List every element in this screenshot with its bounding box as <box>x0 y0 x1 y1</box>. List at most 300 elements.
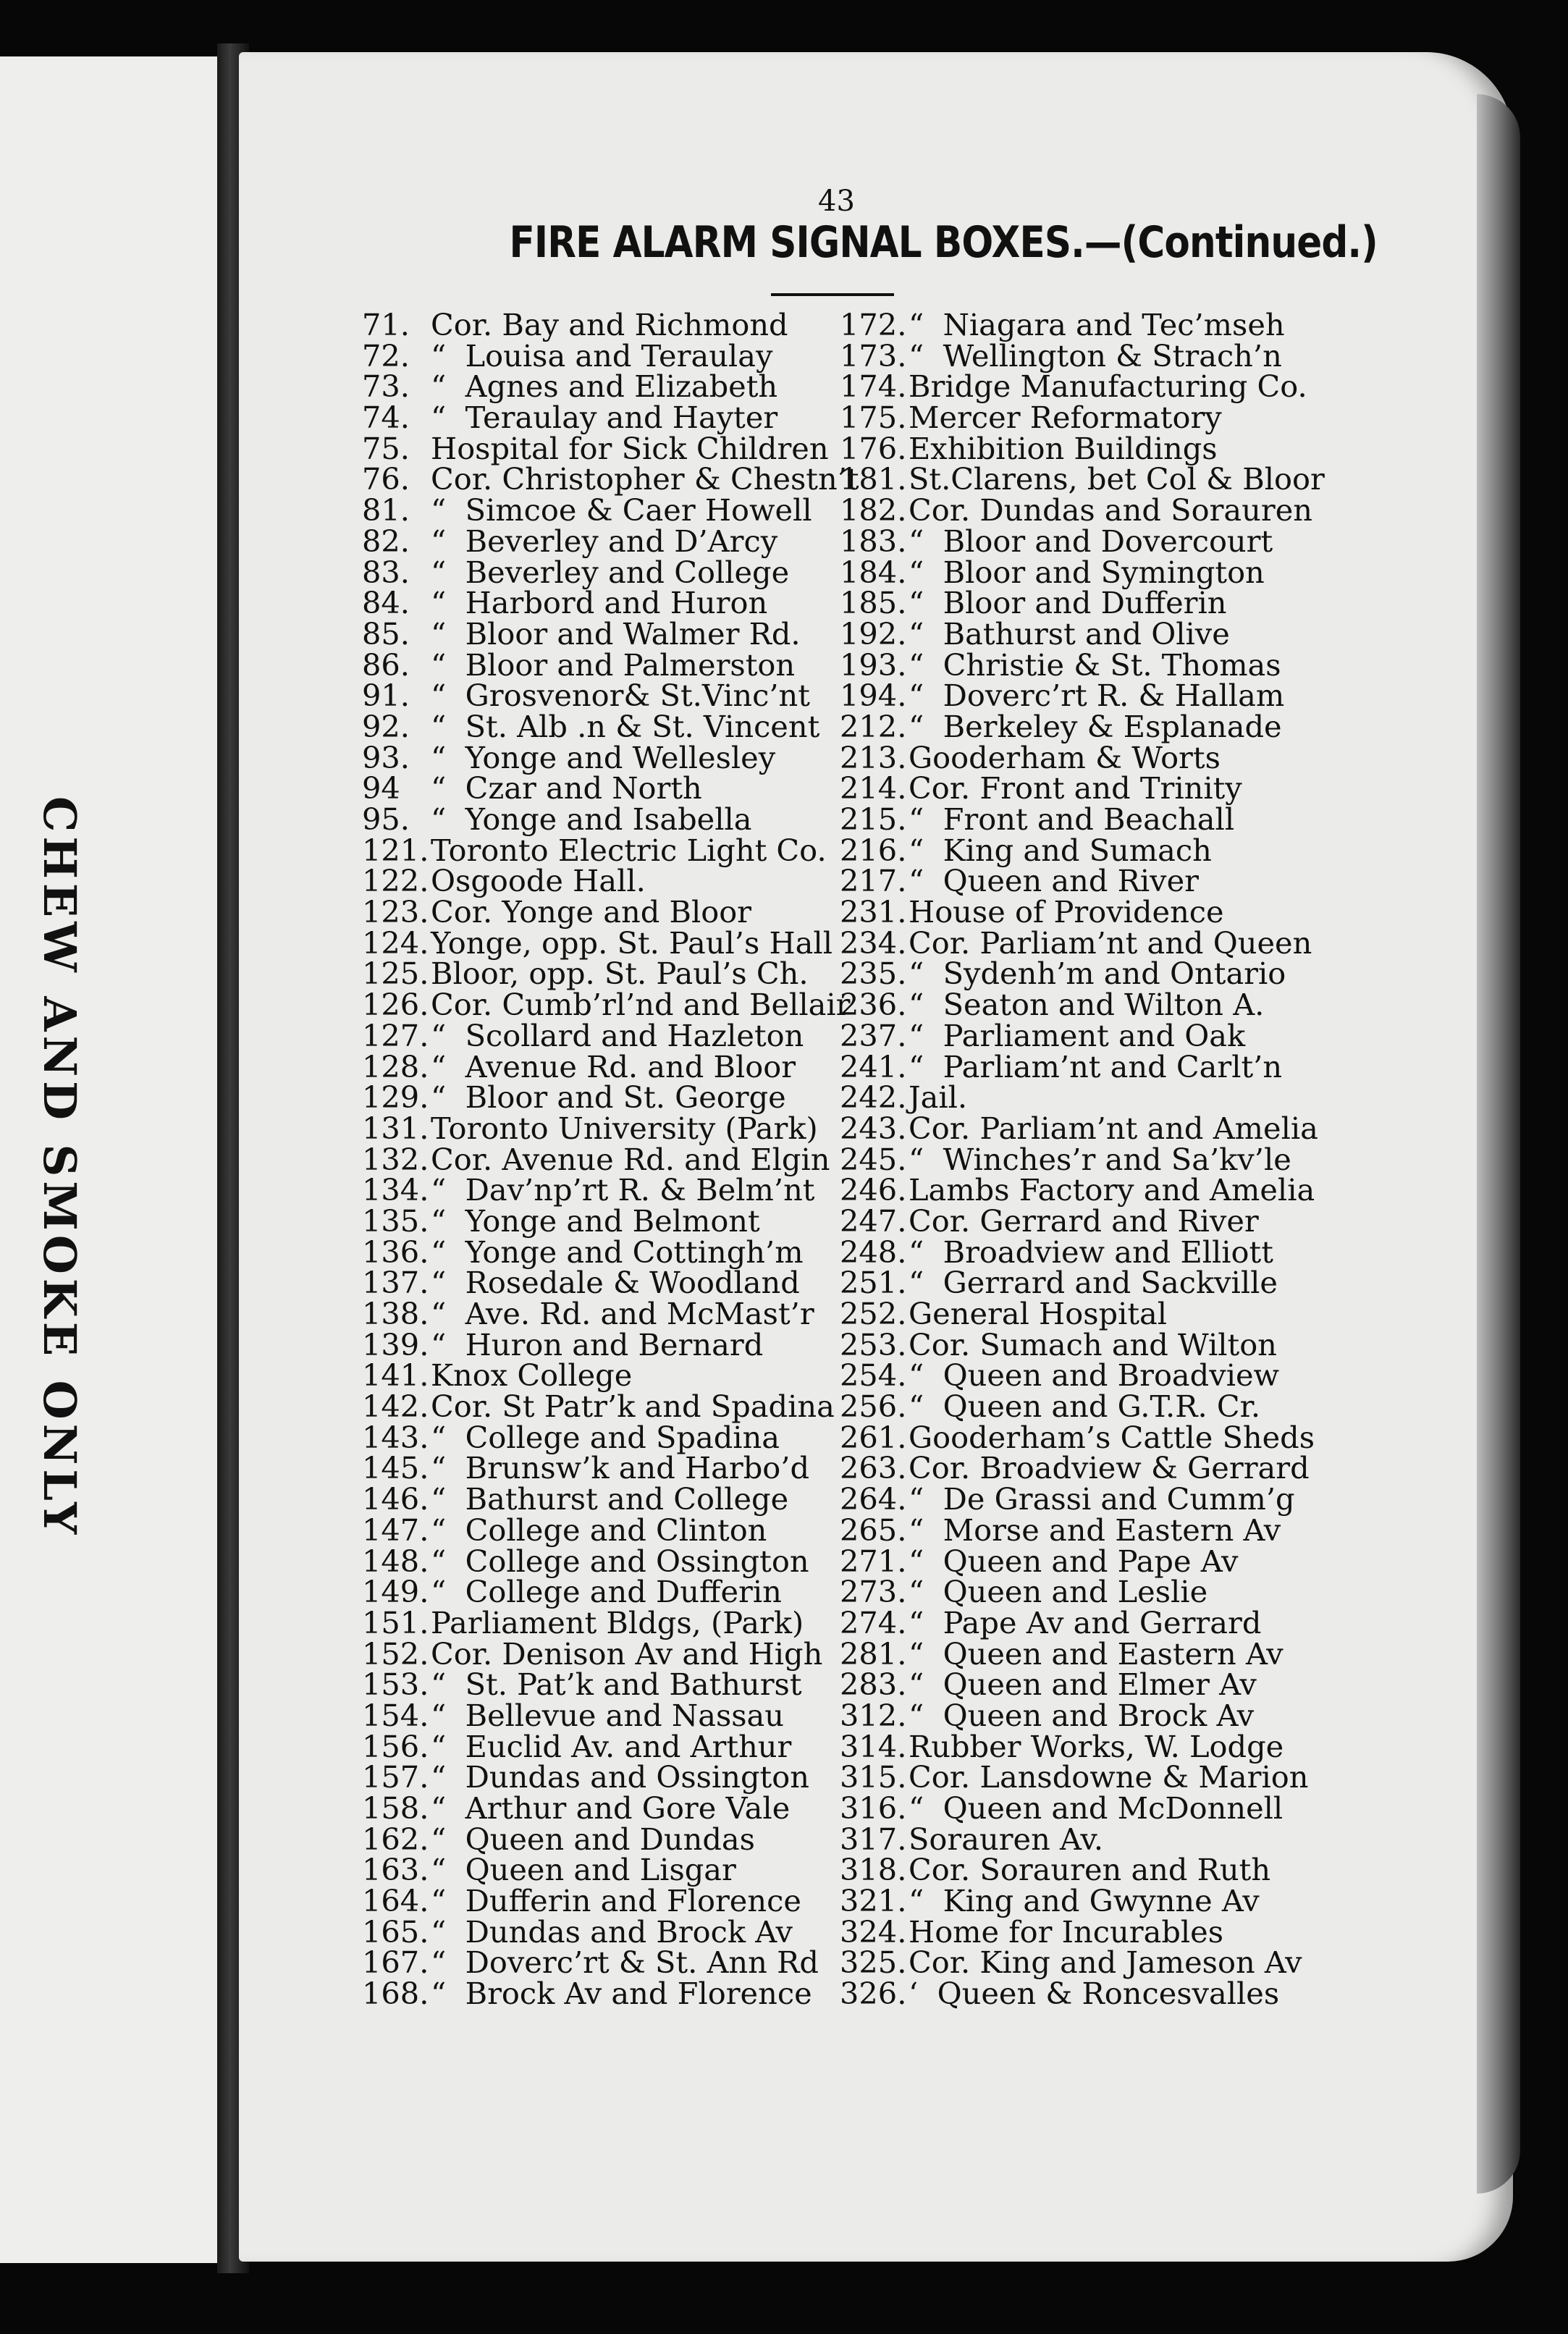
signal-box-entry <box>362 770 843 806</box>
signal-box-entry <box>362 1110 843 1146</box>
signal-box-entry <box>840 1883 1318 1919</box>
signal-box-entry <box>840 1604 1318 1640</box>
box-number: 154. <box>362 1697 429 1733</box>
box-location: “ Arthur and Gore Vale <box>431 1790 791 1826</box>
box-location: “ Beverley and College <box>431 554 790 590</box>
box-number: 125. <box>362 956 429 992</box>
box-number: 149. <box>362 1574 429 1610</box>
box-number: 194. <box>840 678 907 714</box>
box-number: 145. <box>362 1450 429 1486</box>
page-edge <box>1477 94 1520 2194</box>
box-location: “ Queen and Leslie <box>909 1574 1208 1610</box>
box-location: “ Brunsw’k and Harbo’d <box>431 1450 810 1486</box>
box-number: 251. <box>840 1265 907 1301</box>
signal-box-entry <box>362 307 843 342</box>
box-location: “ Yonge and Belmont <box>431 1202 760 1239</box>
box-location: General Hospital <box>909 1296 1168 1331</box>
box-location: “ Yonge and Isabella <box>431 801 752 837</box>
box-location: “ Doverc’rt & St. Ann Rd <box>431 1945 819 1981</box>
signal-box-entry <box>840 1574 1318 1610</box>
box-location: “ Dundas and Ossington <box>431 1759 809 1795</box>
signal-box-entry <box>840 987 1318 1023</box>
box-location: Cor. Bay and Richmond <box>431 307 788 342</box>
box-location: “ King and Sumach <box>909 832 1212 868</box>
box-number: 173. <box>840 337 907 374</box>
signal-box-entry <box>840 1481 1318 1517</box>
signal-box-entry <box>840 1790 1318 1826</box>
box-location: “ Broadview and Elliott <box>909 1234 1273 1270</box>
box-number: 174. <box>840 368 907 405</box>
box-location: “ Queen and McDonnell <box>909 1790 1284 1826</box>
box-number: 231. <box>840 894 907 930</box>
signal-box-entry <box>362 1790 843 1826</box>
box-number: 143. <box>362 1419 429 1455</box>
signal-box-entry <box>840 307 1318 342</box>
signal-box-entry <box>362 987 851 1023</box>
box-number: 131. <box>362 1110 429 1146</box>
signal-box-entry <box>362 1852 843 1888</box>
signal-box-entry <box>840 1326 1318 1362</box>
signal-box-entry <box>362 1728 843 1764</box>
box-number: 248. <box>840 1234 907 1270</box>
box-number: 164. <box>362 1883 429 1919</box>
box-number: 126. <box>362 987 429 1023</box>
signal-box-entry <box>840 1234 1318 1270</box>
signal-box-entry <box>362 337 843 374</box>
signal-box-entry <box>362 708 843 744</box>
box-location: Cor. Parliam’nt and Amelia <box>909 1110 1318 1146</box>
box-location: “ Avenue Rd. and Bloor <box>431 1048 796 1084</box>
box-number: 147. <box>362 1512 429 1548</box>
box-location: Bridge Manufacturing Co. <box>909 368 1307 405</box>
box-location: “ Queen and Pape Av <box>909 1543 1239 1579</box>
box-number: 151. <box>362 1604 429 1640</box>
box-location: Mercer Reformatory <box>909 400 1222 436</box>
box-number: 321. <box>840 1883 907 1919</box>
signal-box-entry <box>362 492 843 528</box>
box-number: 141. <box>362 1357 429 1394</box>
signal-box-entry <box>840 1512 1318 1548</box>
box-location: ‘ Queen & Roncesvalles <box>909 1976 1280 2012</box>
box-number: 263. <box>840 1450 907 1486</box>
signal-box-entry <box>362 1172 843 1208</box>
box-number: 71. <box>362 307 410 342</box>
page-number: 43 <box>818 185 855 218</box>
box-number: 184. <box>840 554 907 590</box>
box-number: 316. <box>840 1790 907 1826</box>
box-location: “ Euclid Av. and Arthur <box>431 1728 792 1764</box>
box-location: “ Queen and G.T.R. Cr. <box>909 1389 1261 1425</box>
box-number: 273. <box>840 1574 907 1610</box>
box-number: 167. <box>362 1945 429 1981</box>
box-number: 128. <box>362 1048 429 1084</box>
signal-box-entry <box>840 646 1318 683</box>
box-location: “ Christie & St. Thomas <box>909 646 1281 683</box>
signal-box-entry <box>840 400 1318 436</box>
box-location: “ Dav’np’rt R. & Belm’nt <box>431 1172 815 1208</box>
signal-box-entry <box>840 924 1318 961</box>
box-number: 175. <box>840 400 907 436</box>
box-number: 317. <box>840 1821 907 1857</box>
signal-box-entry <box>362 739 843 775</box>
signal-box-entry <box>840 1913 1318 1950</box>
box-number: 93. <box>362 739 410 775</box>
box-location: “ Brock Av and Florence <box>431 1976 812 2012</box>
signal-box-entry <box>840 708 1318 744</box>
box-number: 129. <box>362 1079 429 1116</box>
signal-box-entry <box>362 1574 843 1610</box>
signal-box-entry <box>362 863 843 899</box>
box-location: “ Pape Av and Gerrard <box>909 1604 1262 1640</box>
box-location: “ Morse and Eastern Av <box>909 1512 1281 1548</box>
box-location: Knox College <box>431 1357 633 1394</box>
box-location: “ College and Ossington <box>431 1543 809 1579</box>
signal-box-entry <box>362 956 843 992</box>
box-location: Cor. Gerrard and River <box>909 1202 1259 1239</box>
signal-box-entry <box>840 337 1318 374</box>
right-column-list <box>840 307 1325 2012</box>
signal-box-entry <box>840 678 1318 714</box>
signal-box-entry <box>362 1141 843 1177</box>
box-number: 324. <box>840 1913 907 1950</box>
box-number: 256. <box>840 1389 907 1425</box>
signal-box-entry <box>362 1976 843 2012</box>
box-number: 94 <box>362 770 400 806</box>
signal-box-entry <box>840 430 1318 466</box>
signal-box-entry <box>362 1202 843 1239</box>
signal-box-entry <box>362 1821 843 1857</box>
box-number: 281. <box>840 1635 907 1672</box>
box-number: 216. <box>840 832 907 868</box>
box-location: “ Bloor and Palmerston <box>431 646 796 683</box>
box-location: Osgoode Hall. <box>431 863 646 899</box>
box-number: 247. <box>840 1202 907 1239</box>
signal-box-entry <box>840 1391 1318 1423</box>
box-location: “ College and Spadina <box>431 1419 780 1455</box>
signal-box-entry <box>362 1048 843 1084</box>
box-number: 148. <box>362 1543 429 1579</box>
signal-box-entry <box>840 770 1318 806</box>
signal-box-entry <box>840 585 1318 621</box>
signal-box-entry <box>840 368 1318 405</box>
signal-box-entry <box>840 1450 1318 1486</box>
box-location: Cor. St Patr’k and Spadina <box>431 1389 835 1425</box>
box-location: “ Queen and Broadview <box>909 1357 1280 1394</box>
signal-box-entry <box>362 615 843 652</box>
box-location: “ Queen and Lisgar <box>431 1852 736 1888</box>
signal-box-entry <box>840 1110 1318 1146</box>
box-number: 236. <box>840 987 907 1023</box>
box-location: “ Beverley and D’Arcy <box>431 523 778 559</box>
signal-box-entry <box>362 1697 843 1733</box>
box-number: 212. <box>840 708 907 744</box>
box-location: Gooderham’s Cattle Sheds <box>909 1419 1315 1455</box>
box-number: 156. <box>362 1728 429 1764</box>
box-number: 138. <box>362 1296 429 1331</box>
box-number: 235. <box>840 956 907 992</box>
box-location: “ Harbord and Huron <box>431 585 768 621</box>
box-location: “ Louisa and Teraulay <box>431 337 773 374</box>
box-location: Lambs Factory and Amelia <box>909 1172 1315 1208</box>
box-number: 181. <box>840 461 907 497</box>
box-number: 124. <box>362 924 429 961</box>
box-number: 121. <box>362 832 429 868</box>
signal-box-entry <box>362 368 843 405</box>
box-number: 132. <box>362 1141 429 1177</box>
signal-box-entry <box>840 1697 1318 1733</box>
box-number: 146. <box>362 1481 429 1517</box>
signal-box-entry <box>362 461 859 497</box>
signal-box-entry <box>362 1759 843 1795</box>
box-number: 314. <box>840 1728 907 1764</box>
signal-box-entry <box>840 739 1318 775</box>
box-location: Parliament Bldgs, (Park) <box>431 1604 804 1640</box>
box-location: “ Bathurst and Olive <box>909 615 1230 652</box>
box-location: “ Berkeley & Esplanade <box>909 708 1282 744</box>
box-number: 84. <box>362 585 410 621</box>
box-number: 137. <box>362 1265 429 1301</box>
box-number: 139. <box>362 1326 429 1362</box>
box-location: “ Queen and Elmer Av <box>909 1667 1257 1703</box>
box-number: 254. <box>840 1357 907 1394</box>
box-location: “ Scollard and Hazleton <box>431 1017 804 1053</box>
box-location: St.Clarens, bet Col & Bloor <box>909 461 1325 497</box>
box-number: 253. <box>840 1326 907 1362</box>
box-number: 134. <box>362 1172 429 1208</box>
box-location: Rubber Works, W. Lodge <box>909 1728 1284 1764</box>
box-number: 83. <box>362 554 410 590</box>
box-number: 283. <box>840 1667 907 1703</box>
box-number: 158. <box>362 1790 429 1826</box>
signal-box-entry <box>840 1728 1318 1764</box>
box-location: Bloor, opp. St. Paul’s Ch. <box>431 956 809 992</box>
signal-box-entry <box>840 1947 1318 1979</box>
box-location: “ Teraulay and Hayter <box>431 400 778 436</box>
box-location: “ Huron and Bernard <box>431 1326 764 1362</box>
box-number: 246. <box>840 1172 907 1208</box>
box-location: Sorauren Av. <box>909 1821 1104 1857</box>
signal-box-entry <box>362 1604 843 1640</box>
signal-box-entry <box>362 1419 843 1455</box>
box-number: 193. <box>840 646 907 683</box>
signal-box-entry <box>362 1481 843 1517</box>
box-location: “ Simcoe & Caer Howell <box>431 492 812 528</box>
signal-box-entry <box>362 1635 843 1672</box>
box-location: “ Rosedale & Woodland <box>431 1265 800 1301</box>
box-number: 162. <box>362 1821 429 1857</box>
box-number: 91. <box>362 678 410 714</box>
box-location: “ Yonge and Cottingh’m <box>431 1234 804 1270</box>
box-location: “ Czar and North <box>431 770 702 806</box>
signal-box-entry <box>362 894 843 930</box>
box-location: “ Doverc’rt R. & Hallam <box>909 678 1285 714</box>
box-location: “ Front and Beachall <box>909 801 1235 837</box>
box-number: 241. <box>840 1048 907 1084</box>
signal-box-entry <box>840 1821 1318 1857</box>
box-number: 136. <box>362 1234 429 1270</box>
box-number: 74. <box>362 400 410 436</box>
box-location: “ Dufferin and Florence <box>431 1883 801 1919</box>
box-number: 264. <box>840 1481 907 1517</box>
signal-box-entry <box>362 646 843 683</box>
signal-box-entry <box>362 832 843 868</box>
box-number: 81. <box>362 492 410 528</box>
box-location: “ St. Alb .n & St. Vincent <box>431 708 820 744</box>
signal-box-entry <box>840 1852 1318 1888</box>
box-location: “ Queen and Dundas <box>431 1821 755 1857</box>
box-number: 217. <box>840 863 907 899</box>
box-number: 234. <box>840 924 907 961</box>
signal-box-entry <box>840 832 1318 868</box>
box-number: 176. <box>840 430 907 466</box>
box-location: “ Queen and Eastern Av <box>909 1635 1284 1672</box>
box-number: 215. <box>840 801 907 837</box>
signal-box-entry <box>840 554 1318 590</box>
box-number: 237. <box>840 1017 907 1053</box>
box-location: Cor. King and Jameson Av <box>909 1945 1302 1981</box>
box-number: 318. <box>840 1852 907 1888</box>
box-location: Gooderham & Worts <box>909 739 1221 775</box>
box-location: Cor. Parliam’nt and Queen <box>909 924 1312 961</box>
box-location: Cor. Christopher & Chestn’t <box>431 461 859 497</box>
box-number: 157. <box>362 1759 429 1795</box>
box-location: “ College and Dufferin <box>431 1574 782 1610</box>
box-location: Cor. Sumach and Wilton <box>909 1326 1277 1362</box>
signal-box-entry <box>840 1976 1318 2012</box>
signal-box-entry <box>840 1296 1318 1331</box>
box-location: Cor. Lansdowne & Marion <box>909 1759 1309 1795</box>
box-location: “ Seaton and Wilton A. <box>909 987 1265 1023</box>
box-number: 261. <box>840 1419 907 1455</box>
box-number: 182. <box>840 492 907 528</box>
box-location: “ Sydenh’m and Ontario <box>909 956 1286 992</box>
signal-box-entry <box>362 1357 843 1394</box>
signal-box-entry <box>840 1048 1318 1084</box>
vertical-advert-text: CHEW AND SMOKE ONLY <box>33 796 86 1539</box>
box-number: 214. <box>840 770 907 806</box>
box-number: 75. <box>362 430 410 466</box>
box-number: 163. <box>362 1852 429 1888</box>
box-location: “ Bathurst and College <box>431 1481 789 1517</box>
box-location: “ Bloor and Dufferin <box>909 585 1227 621</box>
box-number: 153. <box>362 1667 429 1703</box>
signal-box-entry <box>362 1234 843 1270</box>
signal-box-entry <box>840 1202 1318 1239</box>
box-location: “ Grosvenor& St.Vinc’nt <box>431 678 810 714</box>
box-location: “ Queen and River <box>909 863 1199 899</box>
box-number: 168. <box>362 1976 429 2012</box>
box-location: “ Bloor and Symington <box>909 554 1265 590</box>
box-location: “ Winches’r and Sa’kv’le <box>909 1141 1291 1177</box>
page-title: FIRE ALARM SIGNAL BOXES.—(Continued.) <box>509 217 1378 268</box>
signal-box-entry <box>840 863 1318 899</box>
box-location: “ Queen and Brock Av <box>909 1697 1255 1733</box>
signal-box-entry <box>840 894 1318 930</box>
signal-box-entry <box>362 1079 843 1116</box>
signal-box-entry <box>840 1265 1318 1301</box>
box-number: 252. <box>840 1296 907 1331</box>
box-number: 271. <box>840 1543 907 1579</box>
box-location: Cor. Avenue Rd. and Elgin <box>431 1141 830 1177</box>
box-number: 172. <box>840 307 907 342</box>
signal-box-entry <box>840 615 1318 652</box>
signal-box-entry <box>840 1357 1318 1394</box>
box-number: 265. <box>840 1512 907 1548</box>
box-location: Cor. Dundas and Sorauren <box>909 492 1313 528</box>
box-location: “ Gerrard and Sackville <box>909 1265 1278 1301</box>
signal-box-entry <box>362 1296 843 1331</box>
box-number: 86. <box>362 646 410 683</box>
signal-box-entry <box>840 1141 1318 1177</box>
box-location: Exhibition Buildings <box>909 430 1218 466</box>
box-location: “ Bellevue and Nassau <box>431 1697 785 1733</box>
box-number: 274. <box>840 1604 907 1640</box>
signal-box-entry <box>840 1172 1318 1208</box>
signal-box-entry <box>840 1543 1318 1579</box>
signal-box-entry <box>840 1017 1318 1053</box>
box-location: Yonge, opp. St. Paul’s Hall <box>431 924 833 961</box>
box-location: “ Yonge and Wellesley <box>431 739 776 775</box>
box-number: 192. <box>840 615 907 652</box>
signal-box-entry <box>362 1669 843 1701</box>
box-number: 152. <box>362 1635 429 1672</box>
signal-box-entry <box>840 461 1325 497</box>
box-number: 245. <box>840 1141 907 1177</box>
box-location: “ Agnes and Elizabeth <box>431 368 778 405</box>
box-location: “ Bloor and St. George <box>431 1079 786 1116</box>
box-location: “ Parliam’nt and Carlt’n <box>909 1048 1283 1084</box>
box-location: Home for Incurables <box>909 1913 1224 1950</box>
signal-box-entry <box>362 523 843 559</box>
signal-box-entry <box>362 1450 843 1486</box>
box-number: 142. <box>362 1389 429 1425</box>
box-number: 213. <box>840 739 907 775</box>
box-location: “ De Grassi and Cumm’g <box>909 1481 1295 1517</box>
box-location: Jail. <box>909 1079 968 1116</box>
signal-box-entry <box>362 1947 843 1979</box>
left-column-list <box>362 307 859 2012</box>
signal-box-entry <box>840 1759 1318 1795</box>
box-location: Cor. Cumb’rl’nd and Bellair <box>431 987 851 1023</box>
box-number: 92. <box>362 708 410 744</box>
box-location: “ Bloor and Dovercourt <box>909 523 1273 559</box>
signal-box-entry <box>362 430 843 466</box>
box-location: Hospital for Sick Children <box>431 430 829 466</box>
box-number: 312. <box>840 1697 907 1733</box>
box-location: “ Wellington & Strach’n <box>909 337 1282 374</box>
signal-box-entry <box>362 1391 843 1423</box>
signal-box-entry <box>362 400 843 436</box>
box-number: 135. <box>362 1202 429 1239</box>
box-location: “ Bloor and Walmer Rd. <box>431 615 801 652</box>
box-location: “ Ave. Rd. and McMast’r <box>431 1296 814 1331</box>
box-number: 242. <box>840 1079 907 1116</box>
box-number: 326. <box>840 1976 907 2012</box>
box-number: 315. <box>840 1759 907 1795</box>
signal-box-entry <box>840 956 1318 992</box>
signal-box-entry <box>840 1669 1318 1701</box>
box-number: 82. <box>362 523 410 559</box>
box-location: Cor. Broadview & Gerrard <box>909 1450 1310 1486</box>
box-number: 123. <box>362 894 429 930</box>
signal-box-entry <box>840 1079 1318 1116</box>
signal-box-entry <box>362 1265 843 1301</box>
signal-box-entry <box>840 523 1318 559</box>
box-location: House of Providence <box>909 894 1224 930</box>
box-location: Cor. Front and Trinity <box>909 770 1242 806</box>
signal-box-entry <box>362 1326 843 1362</box>
box-location: “ Parliament and Oak <box>909 1017 1246 1053</box>
